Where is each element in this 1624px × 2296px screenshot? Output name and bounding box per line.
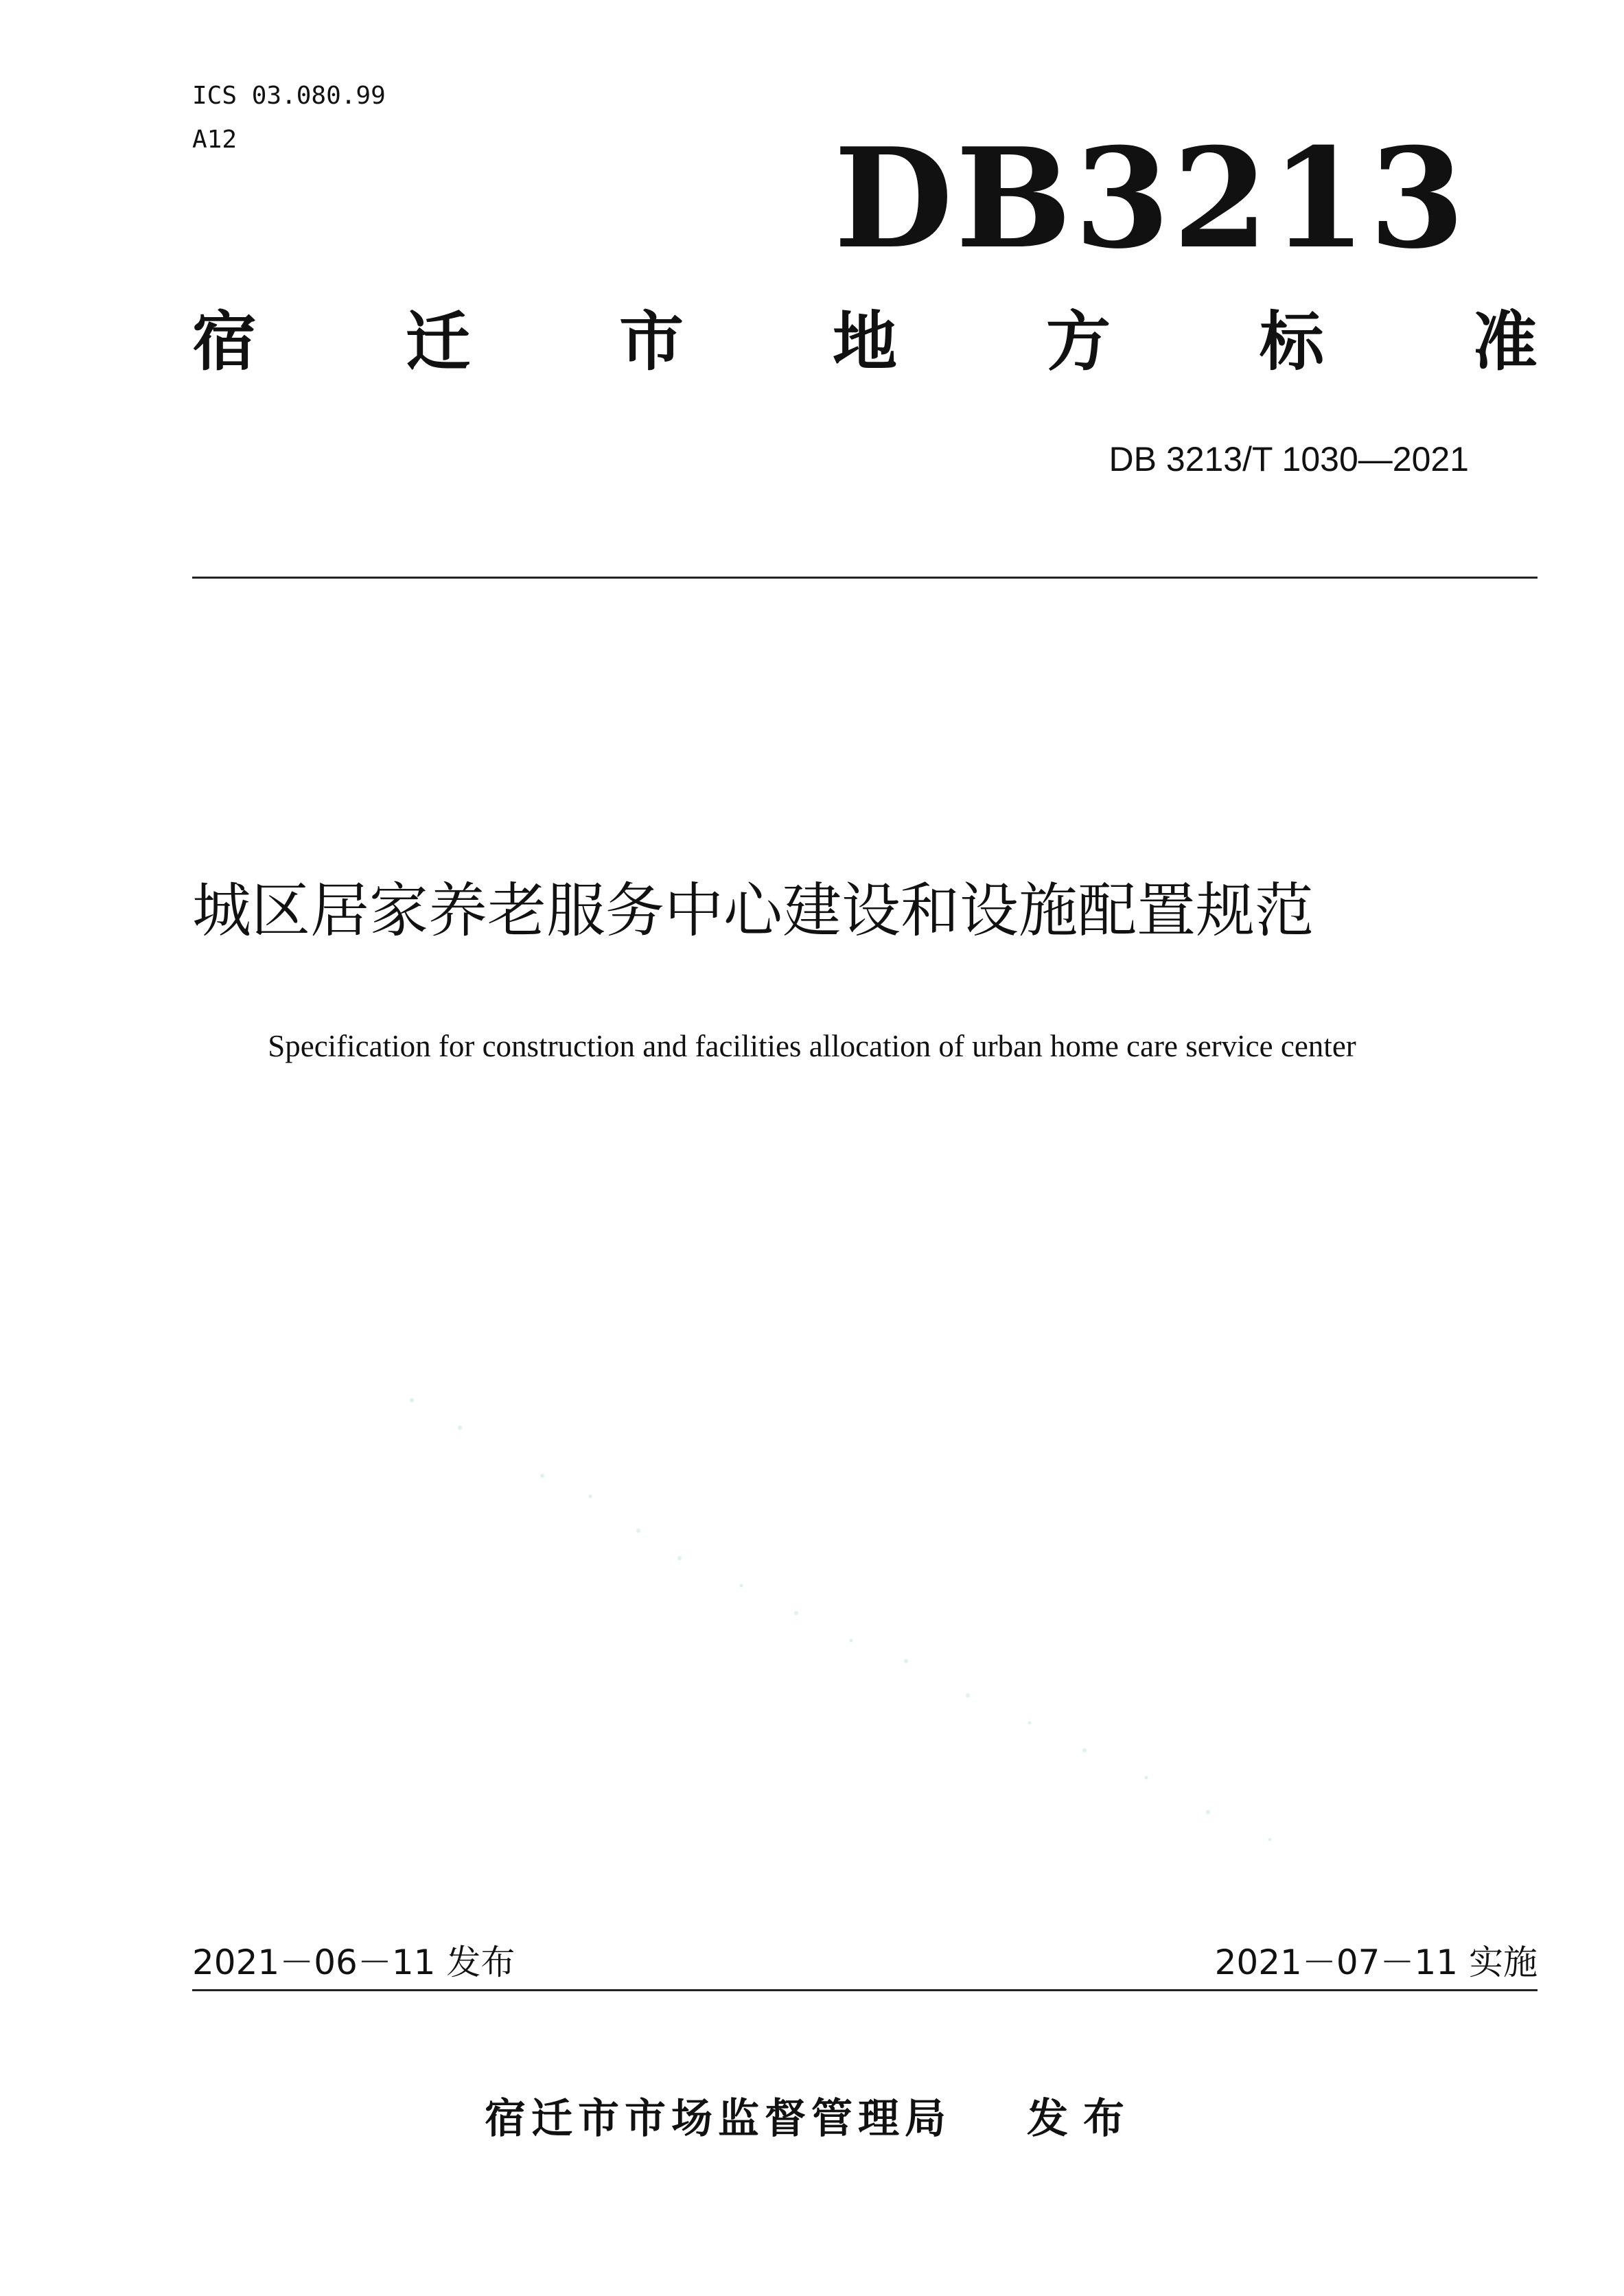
document-title-chinese: 城区居家养老服务中心建设和设施配置规范 (192, 877, 1314, 945)
standard-type-char: 宿 (192, 305, 257, 380)
issuer-action: 发布 (1027, 2095, 1139, 2143)
standard-number: DB 3213/T 1030—2021 (1109, 440, 1469, 478)
standard-type-heading (192, 305, 1538, 380)
effective-date: 2021－07－11 实施 (1214, 1943, 1538, 1982)
document-title-english: Specification for construction and facilities allocation of urban home care service center (268, 1029, 1356, 1063)
header-divider (192, 577, 1538, 579)
standard-type-char: 地 (832, 305, 897, 380)
standard-type-char: 市 (618, 305, 684, 380)
issuer-organization: 宿迁市市场监督管理局 (485, 2095, 951, 2143)
faint-watermark-dots (384, 1338, 1345, 1956)
standard-type-char: 准 (1472, 305, 1538, 380)
release-date: 2021－06－11 发布 (192, 1943, 515, 1982)
standard-type-char: 迁 (405, 305, 470, 380)
standard-type-char: 方 (1045, 305, 1111, 380)
standard-type-char: 标 (1259, 305, 1324, 380)
footer-divider (192, 1989, 1538, 1991)
db-code-heading: DB3213 (833, 118, 1468, 279)
issuer-line (0, 2095, 1624, 2143)
classification-code: A12 (192, 126, 237, 154)
ics-code: ICS 03.080.99 (192, 82, 386, 110)
